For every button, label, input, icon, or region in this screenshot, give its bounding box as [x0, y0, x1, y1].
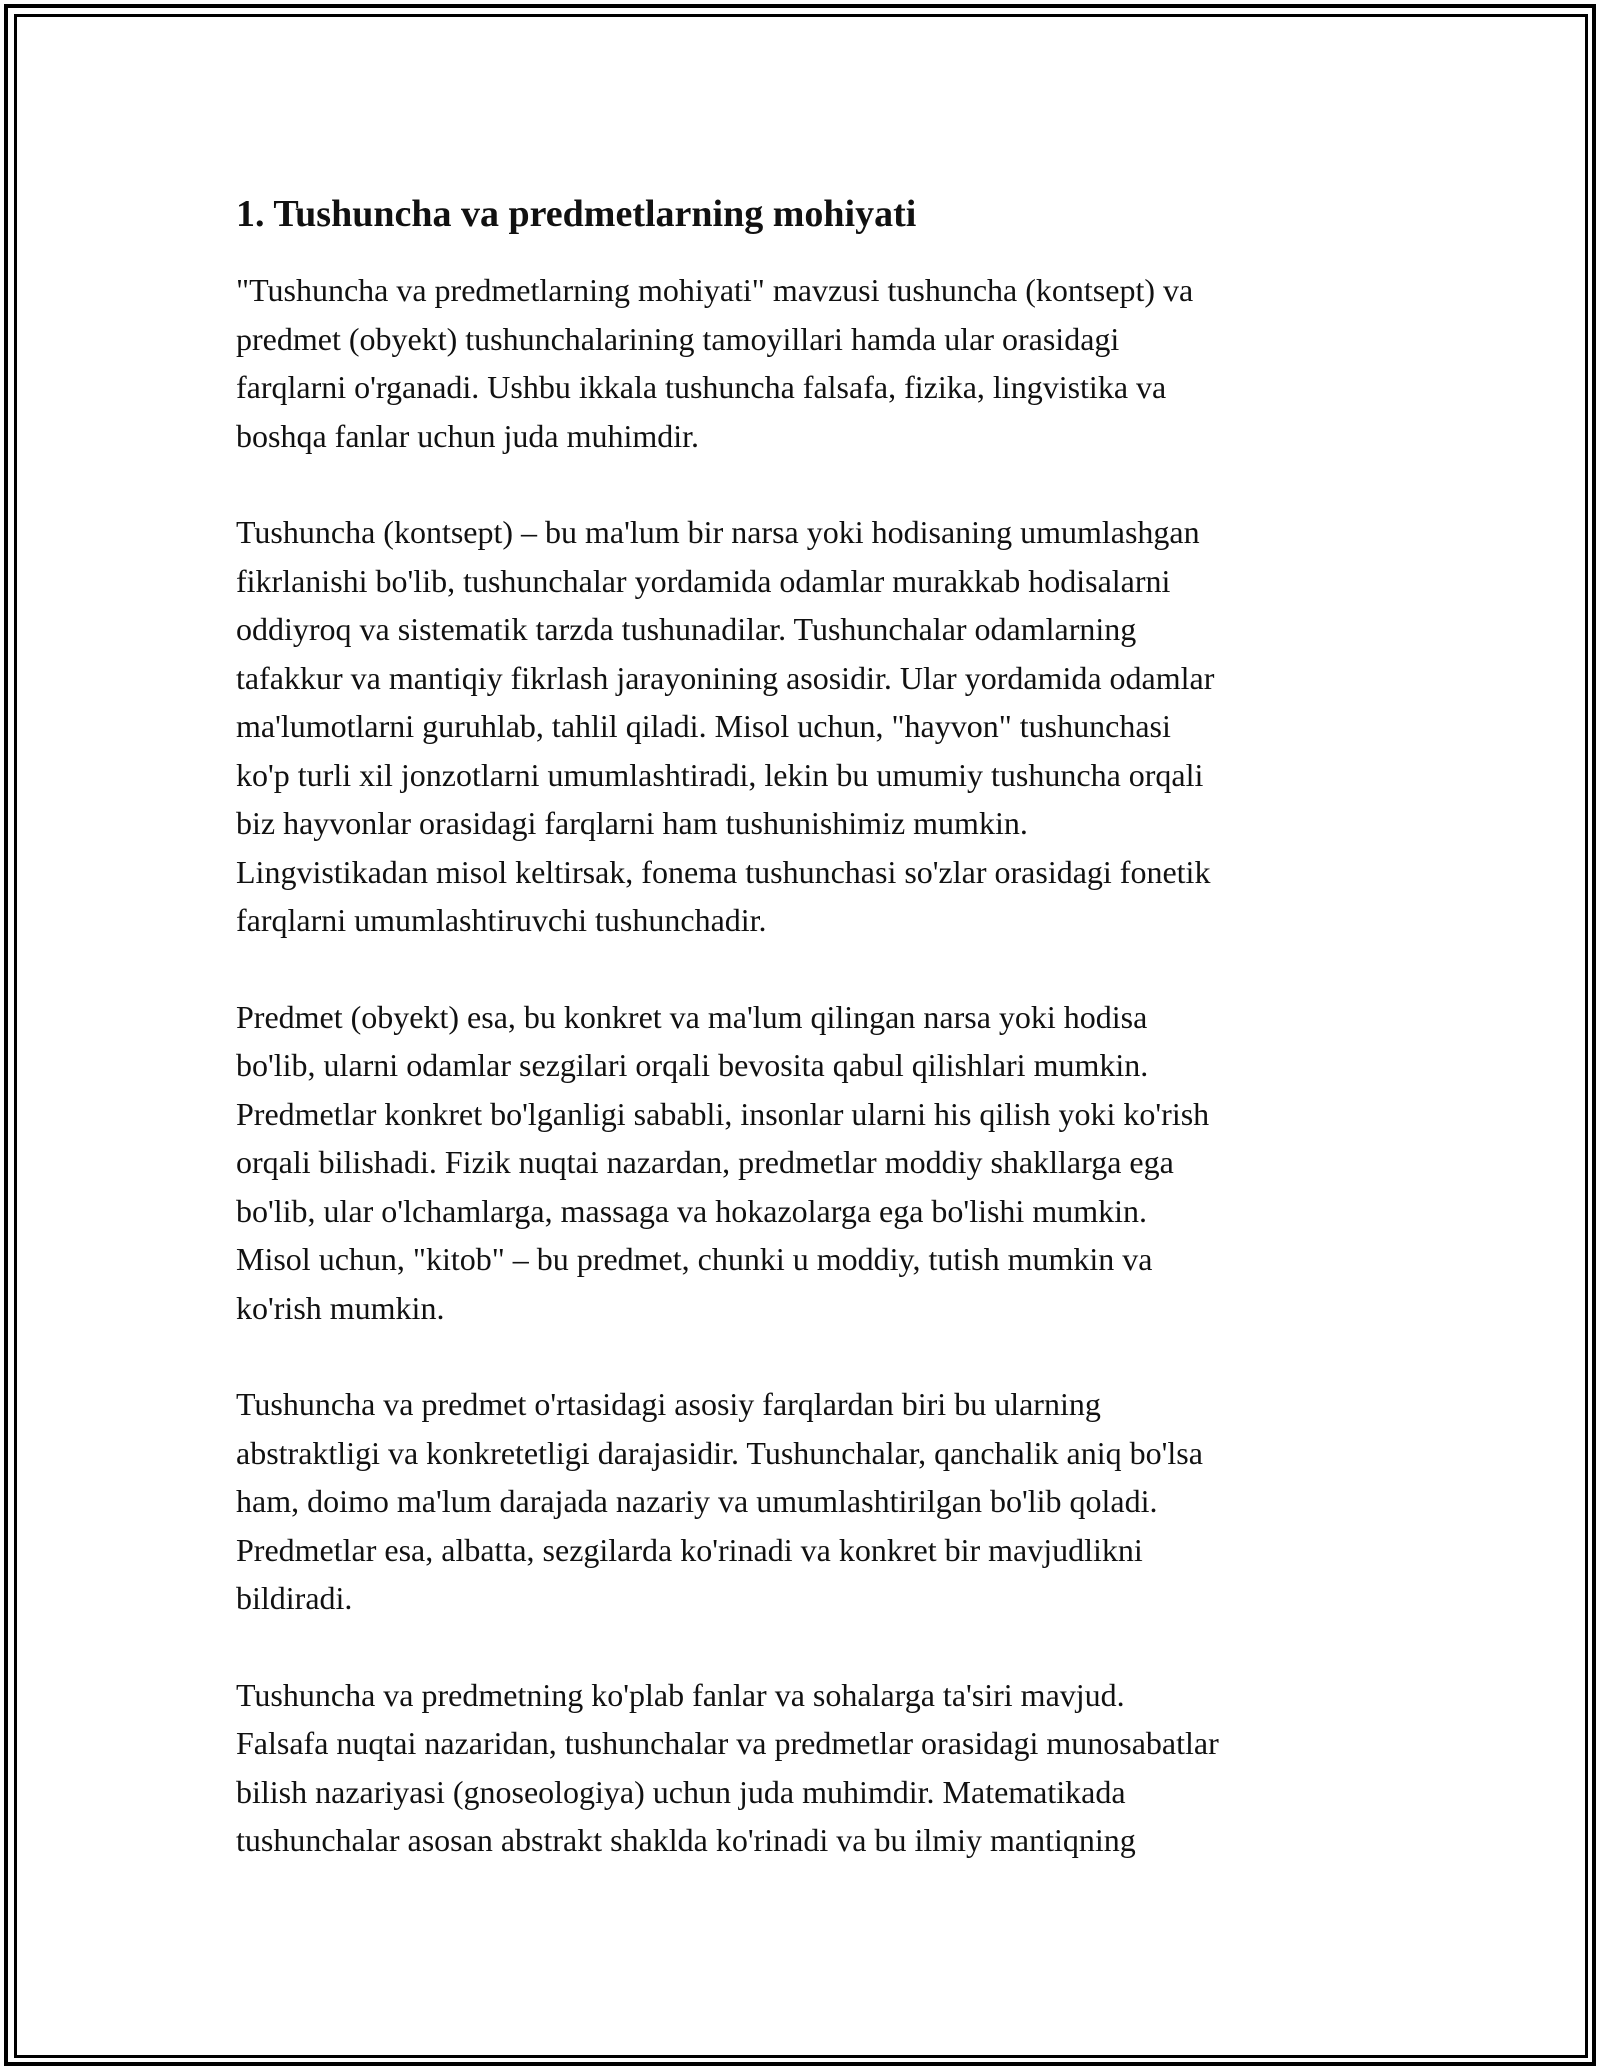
- paragraph-differences: Tushuncha va predmet o'rtasidagi asosiy farqlardan biri bu ularning abstraktligi va konkretetligi darajasidir. Tushunchalar, qanchalik aniq bo'lsa ham, doimo ma'lum darajada nazariy va umumlashtirilgan bo'lib qoladi. Predmetlar esa, albatta, sezgilarda ko'rinadi va konkret bir mavjudlikni bildiradi.: [236, 1386, 1203, 1616]
- document-body: [236, 186, 1376, 1865]
- section-heading: 1. Tushuncha va predmetlarning mohiyati: [236, 193, 917, 235]
- paragraph-concept: Tushuncha (kontsept) – bu ma'lum bir narsa yoki hodisaning umumlashgan fikrlanishi bo'lib, tushunchalar yordamida odamlar murakkab hodisalarni oddiyroq va sistematik tarzda tushunadilar. Tushunchalar odamlarning tafakkur va mantiqiy fikrlash jarayonining asosidir. Ular yordamida odamlar ma'lumotlarni guruhlab, tahlil qiladi. Misol uchun, "hayvon" tushunchasi ko'p turli xil jonzotlarni umumlashtiradi, lekin bu umumiy tushuncha orqali biz hayvonlar orasidagi farqlarni ham tushunishimiz mumkin. Lingvistikadan misol keltirsak, fonema tushunchasi so'zlar orasidagi fonetik farqlarni umumlashtiruvchi tushunchadir.: [236, 514, 1215, 938]
- paragraph-object: Predmet (obyekt) esa, bu konkret va ma'lum qilingan narsa yoki hodisa bo'lib, ularni odamlar sezgilari orqali bevosita qabul qilishlari mumkin. Predmetlar konkret bo'lganligi sababli, insonlar ularni his qilish yoki ko'rish orqali bilishadi. Fizik nuqtai nazardan, predmetlar moddiy shakllarga ega bo'lib, ular o'lchamlarga, massaga va hokazolarga ega bo'lishi mumkin. Misol uchun, "kitob" – bu predmet, chunki u moddiy, tutish mumkin va ko'rish mumkin.: [236, 998, 1210, 1326]
- paragraph-intro: "Tushuncha va predmetlarning mohiyati" mavzusi tushuncha (kontsept) va predmet (obyekt) tushunchalarining tamoyillari hamda ular orasidagi farqlarni o'rganadi. Ushbu ikkala tushuncha falsafa, fizika, lingvistika va boshqa fanlar uchun juda muhimdir.: [236, 272, 1194, 454]
- paragraph-influence: Tushuncha va predmetning ko'plab fanlar va sohalarga ta'siri mavjud. Falsafa nuqtai nazaridan, tushunchalar va predmetlar orasidagi munosabatlar bilish nazariyasi (gnoseologiya) uchun juda muhimdir. Matematikada tushunchalar asosan abstrakt shaklda ko'rinadi va bu ilmiy mantiqning: [236, 1676, 1219, 1858]
